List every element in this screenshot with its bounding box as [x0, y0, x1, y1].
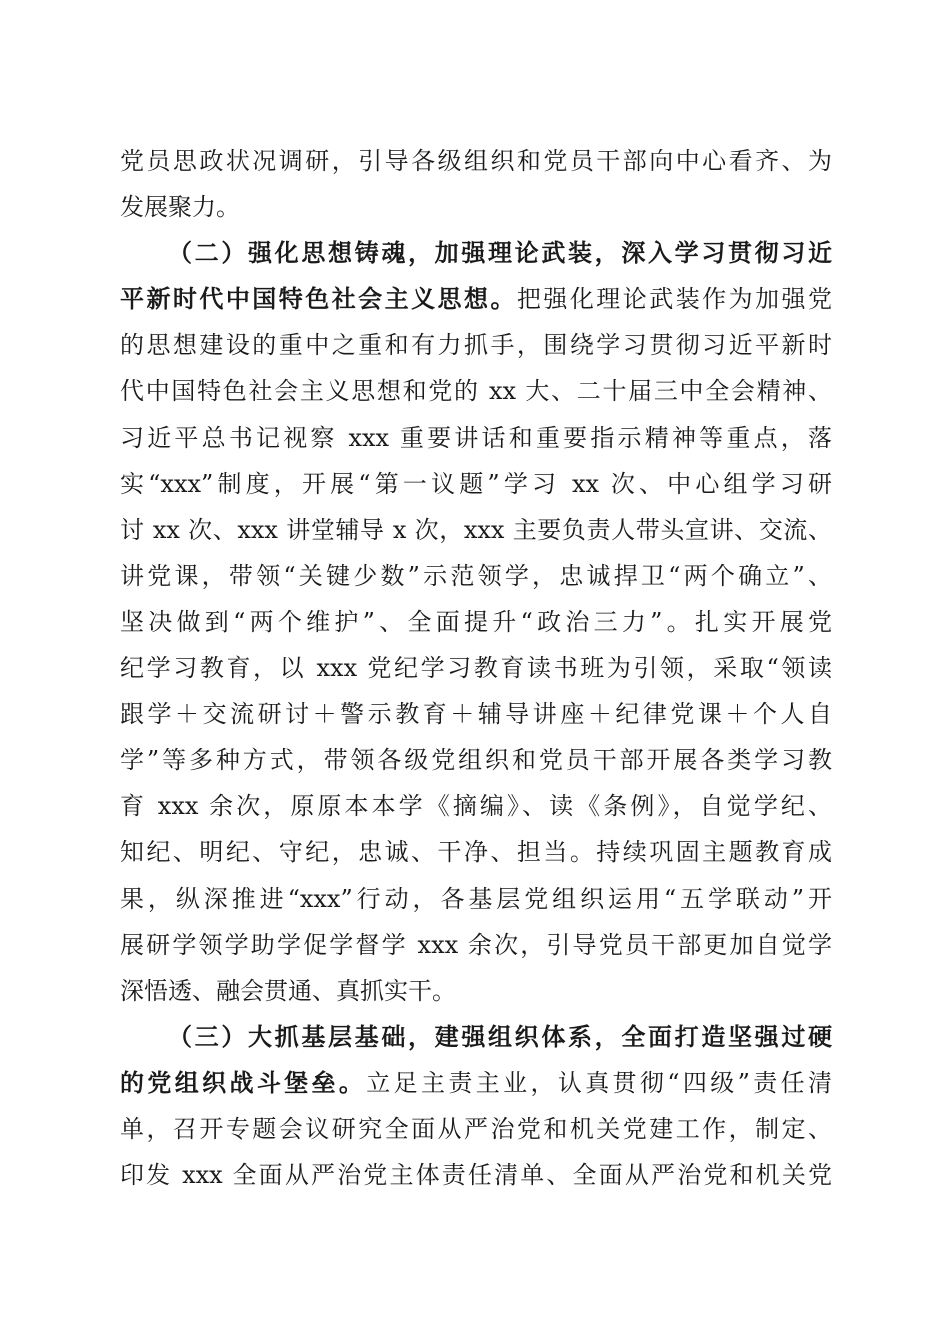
text-line — [120, 322, 832, 368]
body-text: 习近平总书记视察 xxx 重要讲话和重要指示精神等重点，落 — [120, 423, 832, 452]
text-line — [120, 829, 832, 875]
body-text: 的思想建设的重中之重和有力抓手，围绕学习贯彻习近平新时 — [120, 331, 832, 360]
body-text: 讲党课，带领“关键少数”示范领学，忠诚捍卫“两个确立”、 — [120, 561, 832, 590]
text-line — [120, 230, 832, 276]
body-text: 学”等多种方式，带领各级党组织和党员干部开展各类学习教 — [120, 746, 832, 775]
body-text: 跟学＋交流研讨＋警示教育＋辅导讲座＋纪律党课＋个人自 — [120, 700, 832, 729]
document-body — [120, 138, 832, 1198]
text-line — [120, 138, 832, 184]
body-text: 印发 xxx 全面从严治党主体责任清单、全面从严治党和机关党 — [120, 1161, 832, 1190]
paragraph — [120, 230, 832, 1014]
text-line — [120, 737, 832, 783]
text-line — [120, 968, 832, 1014]
text-line — [120, 691, 832, 737]
text-line — [120, 1060, 832, 1106]
paragraph — [120, 138, 832, 230]
text-line — [120, 276, 832, 322]
text-line — [120, 184, 832, 230]
text-line — [120, 645, 832, 691]
bold-heading-text: 平新时代中国特色社会主义思想。 — [120, 284, 517, 314]
text-line — [120, 1106, 832, 1152]
body-text: 党员思政状况调研，引导各级组织和党员干部向中心看齐、为 — [120, 147, 832, 175]
text-line — [120, 922, 832, 968]
body-text: 实“xxx”制度，开展“第一议题”学习 xx 次、中心组学习研 — [120, 469, 832, 498]
body-text: 育 xxx 余次，原原本本学《摘编》、读《条例》，自觉学纪、 — [120, 792, 832, 821]
text-line — [120, 1014, 832, 1060]
body-text: 知纪、明纪、守纪，忠诚、干净、担当。持续巩固主题教育成 — [120, 838, 832, 867]
text-line — [120, 599, 832, 645]
body-text: 展研学领学助学促学督学 xxx 余次，引导党员干部更加自觉学 — [120, 930, 832, 959]
body-text: 发展聚力。 — [120, 193, 240, 222]
text-line — [120, 553, 832, 599]
text-line — [120, 1152, 832, 1198]
body-text: 纪学习教育，以 xxx 党纪学习教育读书班为引领，采取“领读 — [120, 654, 832, 683]
text-line — [120, 415, 832, 461]
body-text: 立足主责主业，认真贯彻“四级”责任清 — [366, 1068, 833, 1097]
body-text: 坚决做到“两个维护”、全面提升“政治三力”。扎实开展党 — [120, 607, 832, 636]
text-line — [120, 876, 832, 922]
text-line — [120, 368, 832, 414]
body-text: 深悟透、融会贯通、真抓实干。 — [120, 976, 456, 1005]
body-text: 代中国特色社会主义思想和党的 xx 大、二十届三中全会精神、 — [120, 377, 832, 406]
bold-heading-text: （二）强化思想铸魂，加强理论武装，深入学习贯彻习近 — [168, 238, 832, 268]
text-line — [120, 461, 832, 507]
paragraph — [120, 1014, 832, 1198]
body-text: 单，召开专题会议研究全面从严治党和机关党建工作，制定、 — [120, 1114, 832, 1143]
body-text: 讨 xx 次、xxx 讲堂辅导 x 次，xxx 主要负责人带头宣讲、交流、 — [120, 515, 832, 544]
bold-heading-text: 的党组织战斗堡垒。 — [120, 1067, 367, 1097]
body-text: 把强化理论武装作为加强党 — [516, 285, 832, 314]
bold-heading-text: （三）大抓基层基础，建强组织体系，全面打造坚强过硬 — [168, 1021, 832, 1051]
body-text: 果，纵深推进“xxx”行动，各基层党组织运用“五学联动”开 — [120, 884, 832, 913]
text-line — [120, 783, 832, 829]
text-line — [120, 507, 832, 553]
